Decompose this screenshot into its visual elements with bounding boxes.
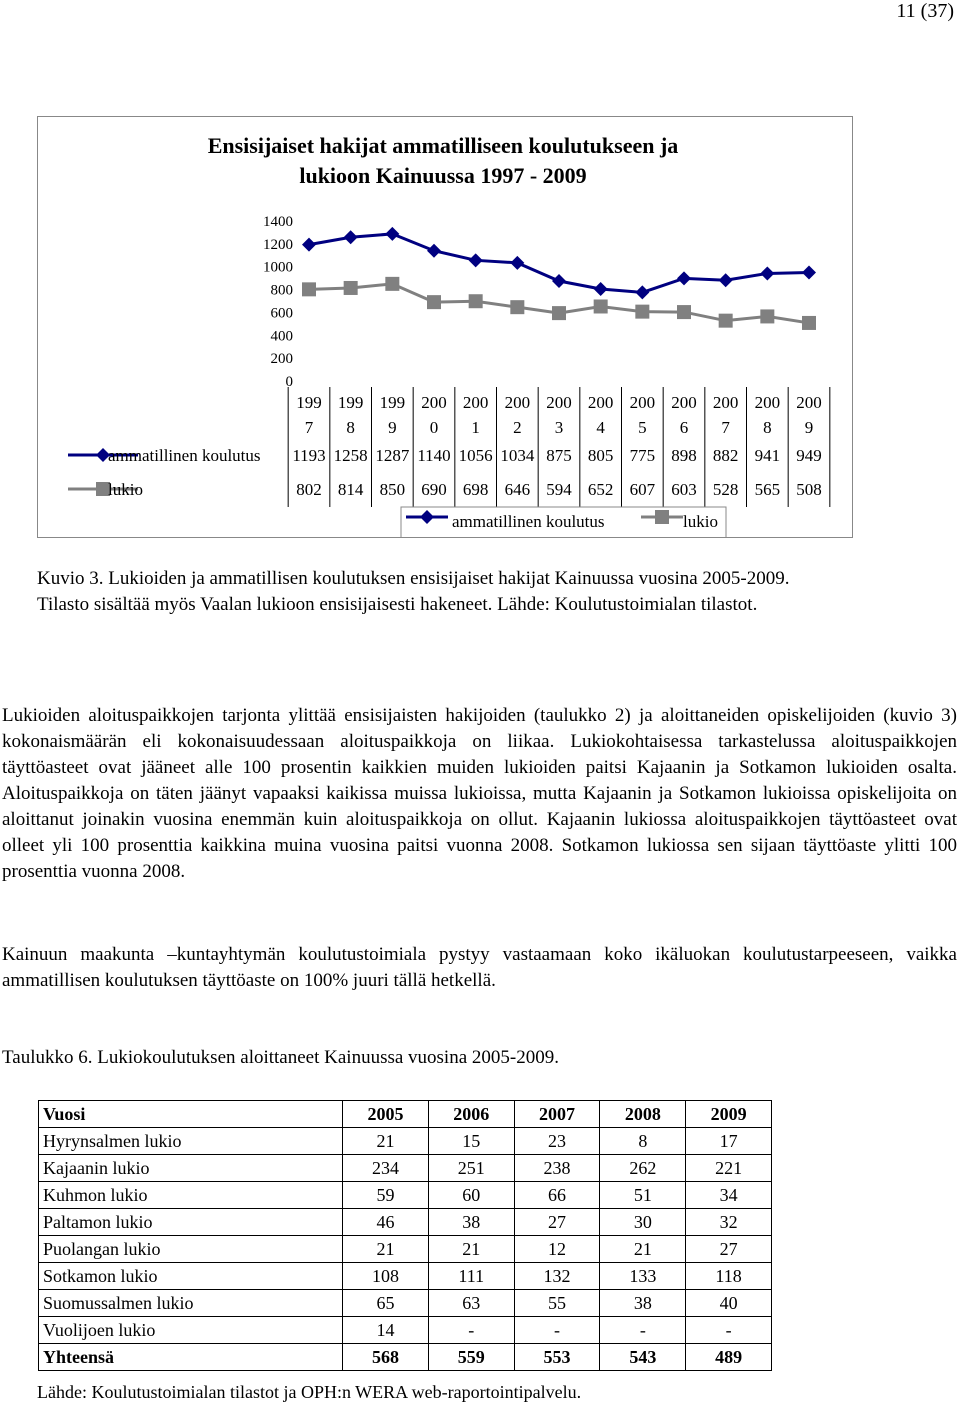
table-header-row [39, 1101, 772, 1128]
value-cell: 15 [428, 1128, 514, 1155]
data-table-value: 698 [462, 480, 489, 499]
data-point-1 [469, 294, 483, 308]
value-cell: 238 [514, 1155, 600, 1182]
x-tick-label: 199 [337, 393, 364, 412]
data-table-value: 875 [546, 446, 572, 465]
header-cell: 2006 [428, 1101, 514, 1128]
data-table-value: 775 [629, 446, 656, 465]
x-tick-label: 200 [421, 393, 447, 412]
data-table-value: 690 [421, 480, 447, 499]
value-cell: 251 [428, 1155, 514, 1182]
value-cell: 14 [343, 1317, 429, 1344]
legend-label: ammatillinen koulutus [452, 512, 605, 531]
value-cell: 12 [514, 1236, 600, 1263]
value-cell: 63 [428, 1290, 514, 1317]
value-cell: 111 [428, 1263, 514, 1290]
value-cell: 40 [686, 1290, 772, 1317]
data-point-1 [344, 281, 358, 295]
x-tick-label: 200 [629, 393, 656, 412]
value-cell: 60 [428, 1182, 514, 1209]
value-cell: 221 [686, 1155, 772, 1182]
data-table-value: 652 [587, 480, 614, 499]
data-point-1 [594, 299, 608, 313]
value-cell: - [514, 1317, 600, 1344]
data-point-1 [677, 305, 691, 319]
data-point-0 [677, 271, 691, 285]
table-row [39, 1263, 772, 1290]
data-table-value: 850 [379, 480, 406, 499]
value-cell: - [600, 1317, 686, 1344]
value-cell: 553 [514, 1344, 600, 1371]
y-tick-label: 200 [270, 351, 293, 368]
data-table-value: 594 [546, 480, 572, 499]
value-cell: 23 [514, 1128, 600, 1155]
data-table-value: 646 [504, 480, 531, 499]
data-point-0 [302, 238, 316, 252]
data-table-value: 607 [629, 480, 656, 499]
x-tick-label: 199 [379, 393, 406, 412]
caption-line1: Kuvio 3. Lukioiden ja ammatillisen koulutuksen ensisijaiset hakijat Kainuussa vuosina 2005-2009. [37, 568, 790, 589]
row-label-cell: Kuhmon lukio [39, 1182, 343, 1209]
value-cell: 59 [343, 1182, 429, 1209]
data-table [38, 1100, 772, 1371]
row-label-cell: Hyrynsalmen lukio [39, 1128, 343, 1155]
data-point-1 [719, 314, 733, 328]
data-table-value: 1258 [333, 446, 368, 465]
data-table-value: 805 [587, 446, 614, 465]
value-cell: 34 [686, 1182, 772, 1209]
value-cell: 234 [343, 1155, 429, 1182]
data-point-0 [594, 282, 608, 296]
data-table-value: 508 [796, 480, 822, 499]
y-tick-label: 0 [285, 374, 293, 390]
value-cell: 32 [686, 1209, 772, 1236]
value-cell: 132 [514, 1263, 600, 1290]
table-row [39, 1128, 772, 1155]
data-point-0 [760, 266, 774, 280]
table-row [39, 1209, 772, 1236]
x-tick-label: 200 [796, 393, 822, 412]
x-tick-label: 200 [754, 393, 781, 412]
data-point-0 [427, 244, 441, 258]
table-source: Lähde: Koulutustoimialan tilastot ja OPH:n WERA web-raportointipalvelu. [37, 1382, 582, 1402]
value-cell: 66 [514, 1182, 600, 1209]
value-cell: - [686, 1317, 772, 1344]
value-cell: 543 [600, 1344, 686, 1371]
data-table-value: 1140 [417, 446, 451, 465]
table-row [39, 1236, 772, 1263]
chart-title-line1: Ensisijaiset hakijat ammatilliseen koulutukseen ja [207, 133, 679, 158]
x-tick-label: 9 [388, 418, 397, 437]
data-point-1 [302, 282, 316, 296]
table-title: Taulukko 6. Lukiokoulutuksen aloittaneet Kainuussa vuosina 2005-2009. [2, 1047, 559, 1068]
x-tick-label: 200 [712, 393, 739, 412]
data-table-value: 603 [671, 480, 697, 499]
value-cell: 46 [343, 1209, 429, 1236]
value-cell: 51 [600, 1182, 686, 1209]
x-tick-label: 7 [721, 418, 730, 437]
table-row [39, 1182, 772, 1209]
value-cell: 118 [686, 1263, 772, 1290]
x-tick-label: 200 [546, 393, 572, 412]
x-tick-label: 6 [679, 418, 689, 437]
legend-key-marker [655, 510, 669, 524]
data-point-1 [510, 300, 524, 314]
x-tick-label: 9 [804, 418, 814, 437]
value-cell: 21 [428, 1236, 514, 1263]
value-cell: 30 [600, 1209, 686, 1236]
data-point-0 [552, 274, 566, 288]
x-tick-label: 5 [638, 418, 647, 437]
data-table-value: 1034 [500, 446, 535, 465]
row-label-cell: Yhteensä [39, 1344, 343, 1371]
figure-caption [37, 566, 917, 618]
chart-frame [37, 116, 853, 538]
row-label-cell: Suomussalmen lukio [39, 1290, 343, 1317]
value-cell: 108 [343, 1263, 429, 1290]
data-point-0 [385, 227, 399, 241]
y-tick-label: 800 [270, 282, 293, 299]
value-cell: 27 [514, 1209, 600, 1236]
value-cell: 27 [686, 1236, 772, 1263]
value-cell: 21 [343, 1236, 429, 1263]
value-cell: 262 [600, 1155, 686, 1182]
table-row [39, 1155, 772, 1182]
x-tick-label: 200 [671, 393, 697, 412]
value-cell: 568 [343, 1344, 429, 1371]
series-label: ammatillinen koulutus [108, 446, 261, 465]
caption-line2: Tilasto sisältää myös Vaalan lukioon ensisijaisesti hakeneet. Lähde: Koulutustoimialan tilastot. [37, 594, 758, 615]
table-row [39, 1317, 772, 1344]
data-table-value: 941 [754, 446, 781, 465]
y-tick-label: 400 [270, 328, 293, 345]
value-cell: 21 [343, 1128, 429, 1155]
value-cell: 133 [600, 1263, 686, 1290]
header-cell: Vuosi [39, 1101, 343, 1128]
x-tick-label: 200 [504, 393, 531, 412]
data-point-1 [802, 316, 816, 330]
row-label-cell: Sotkamon lukio [39, 1263, 343, 1290]
value-cell: 38 [600, 1290, 686, 1317]
y-tick-label: 600 [270, 305, 293, 322]
x-tick-label: 0 [429, 418, 439, 437]
line-chart [38, 117, 852, 537]
x-tick-label: 2 [513, 418, 522, 437]
data-point-0 [510, 256, 524, 270]
x-tick-label: 200 [587, 393, 614, 412]
data-point-0 [635, 285, 649, 299]
x-tick-label: 199 [296, 393, 322, 412]
x-tick-label: 8 [763, 418, 772, 437]
data-table-value: 565 [754, 480, 781, 499]
y-tick-label: 1400 [263, 214, 293, 230]
paragraph-1: Lukioiden aloituspaikkojen tarjonta ylittää ensisijaisten hakijoiden (taulukko 2) ja aloittaneiden opiskelijoiden (kuvio 3) kokonaismäärän eli kokonaisuudessaan aloituspaikkoja on liikaa. Lukiokohtaisessa tarkastelussa aloituspaikkojen täyttöasteet ovat jääneet alle 100 prosentin kaikkien muiden lukioiden paitsi Kajaanin ja Sotkamon lukioiden osalta. Aloituspaikkoja on täten jäänyt vapaaksi kaikissa muissa lukioissa, mutta Kajaanin ja Sotkamon lukioissa opiskelijoita on aloittanut joinakin vuosina enemmän kuin aloituspaikkoja on ollut. Kajaanin lukiossa aloituspaikkojen täyttöasteet ovat olleet yli 100 prosenttia kaikkina muina vuosina paitsi vuonna 2008. Sotkamon lukiossa sen sijaan täyttöaste ylitti 100 prosenttia vuonna 2008. [2, 705, 957, 882]
y-tick-label: 1200 [263, 236, 293, 253]
data-table-value: 528 [712, 480, 739, 499]
value-cell: 559 [428, 1344, 514, 1371]
paragraph-2: Kainuun maakunta –kuntayhtymän koulutustoimiala pystyy vastaamaan koko ikäluokan koulutustarpeeseen, vaikka ammatillisen koulutuksen täyttöaste on 100% juuri tällä hetkellä. [2, 944, 957, 991]
page-number: 11 (37) [896, 0, 954, 22]
x-tick-label: 7 [304, 418, 314, 437]
x-tick-label: 3 [554, 418, 564, 437]
data-point-1 [635, 305, 649, 319]
value-cell: 489 [686, 1344, 772, 1371]
data-point-0 [802, 266, 816, 280]
data-point-1 [760, 309, 774, 323]
y-tick-label: 1000 [263, 259, 293, 276]
series-label: lukio [108, 480, 143, 499]
row-label-cell: Kajaanin lukio [39, 1155, 343, 1182]
legend-label: lukio [683, 512, 718, 531]
row-label-cell: Puolangan lukio [39, 1236, 343, 1263]
data-table-value: 814 [337, 480, 364, 499]
header-cell: 2009 [686, 1101, 772, 1128]
data-point-1 [552, 306, 566, 320]
data-point-0 [719, 273, 733, 287]
header-cell: 2008 [600, 1101, 686, 1128]
data-point-0 [344, 230, 358, 244]
x-tick-label: 1 [471, 418, 480, 437]
header-cell: 2005 [343, 1101, 429, 1128]
data-point-1 [427, 295, 441, 309]
data-table-value: 1056 [458, 446, 493, 465]
data-table-value: 882 [712, 446, 739, 465]
data-table-value: 898 [671, 446, 697, 465]
data-table-value: 1287 [375, 446, 410, 465]
value-cell: 8 [600, 1128, 686, 1155]
x-tick-label: 4 [596, 418, 605, 437]
data-table-value: 802 [296, 480, 322, 499]
row-label-cell: Paltamon lukio [39, 1209, 343, 1236]
chart-title-line2: lukioon Kainuussa 1997 - 2009 [299, 163, 587, 188]
value-cell: 17 [686, 1128, 772, 1155]
data-table-value: 1193 [292, 446, 326, 465]
value-cell: 65 [343, 1290, 429, 1317]
header-cell: 2007 [514, 1101, 600, 1128]
data-point-1 [385, 277, 399, 291]
row-label-cell: Vuolijoen lukio [39, 1317, 343, 1344]
value-cell: 21 [600, 1236, 686, 1263]
data-point-0 [469, 253, 483, 267]
value-cell: 38 [428, 1209, 514, 1236]
value-cell: 55 [514, 1290, 600, 1317]
value-cell: - [428, 1317, 514, 1344]
data-table-value: 949 [796, 446, 822, 465]
x-tick-label: 8 [346, 418, 355, 437]
table-total-row [39, 1344, 772, 1371]
x-tick-label: 200 [462, 393, 489, 412]
table-row [39, 1290, 772, 1317]
